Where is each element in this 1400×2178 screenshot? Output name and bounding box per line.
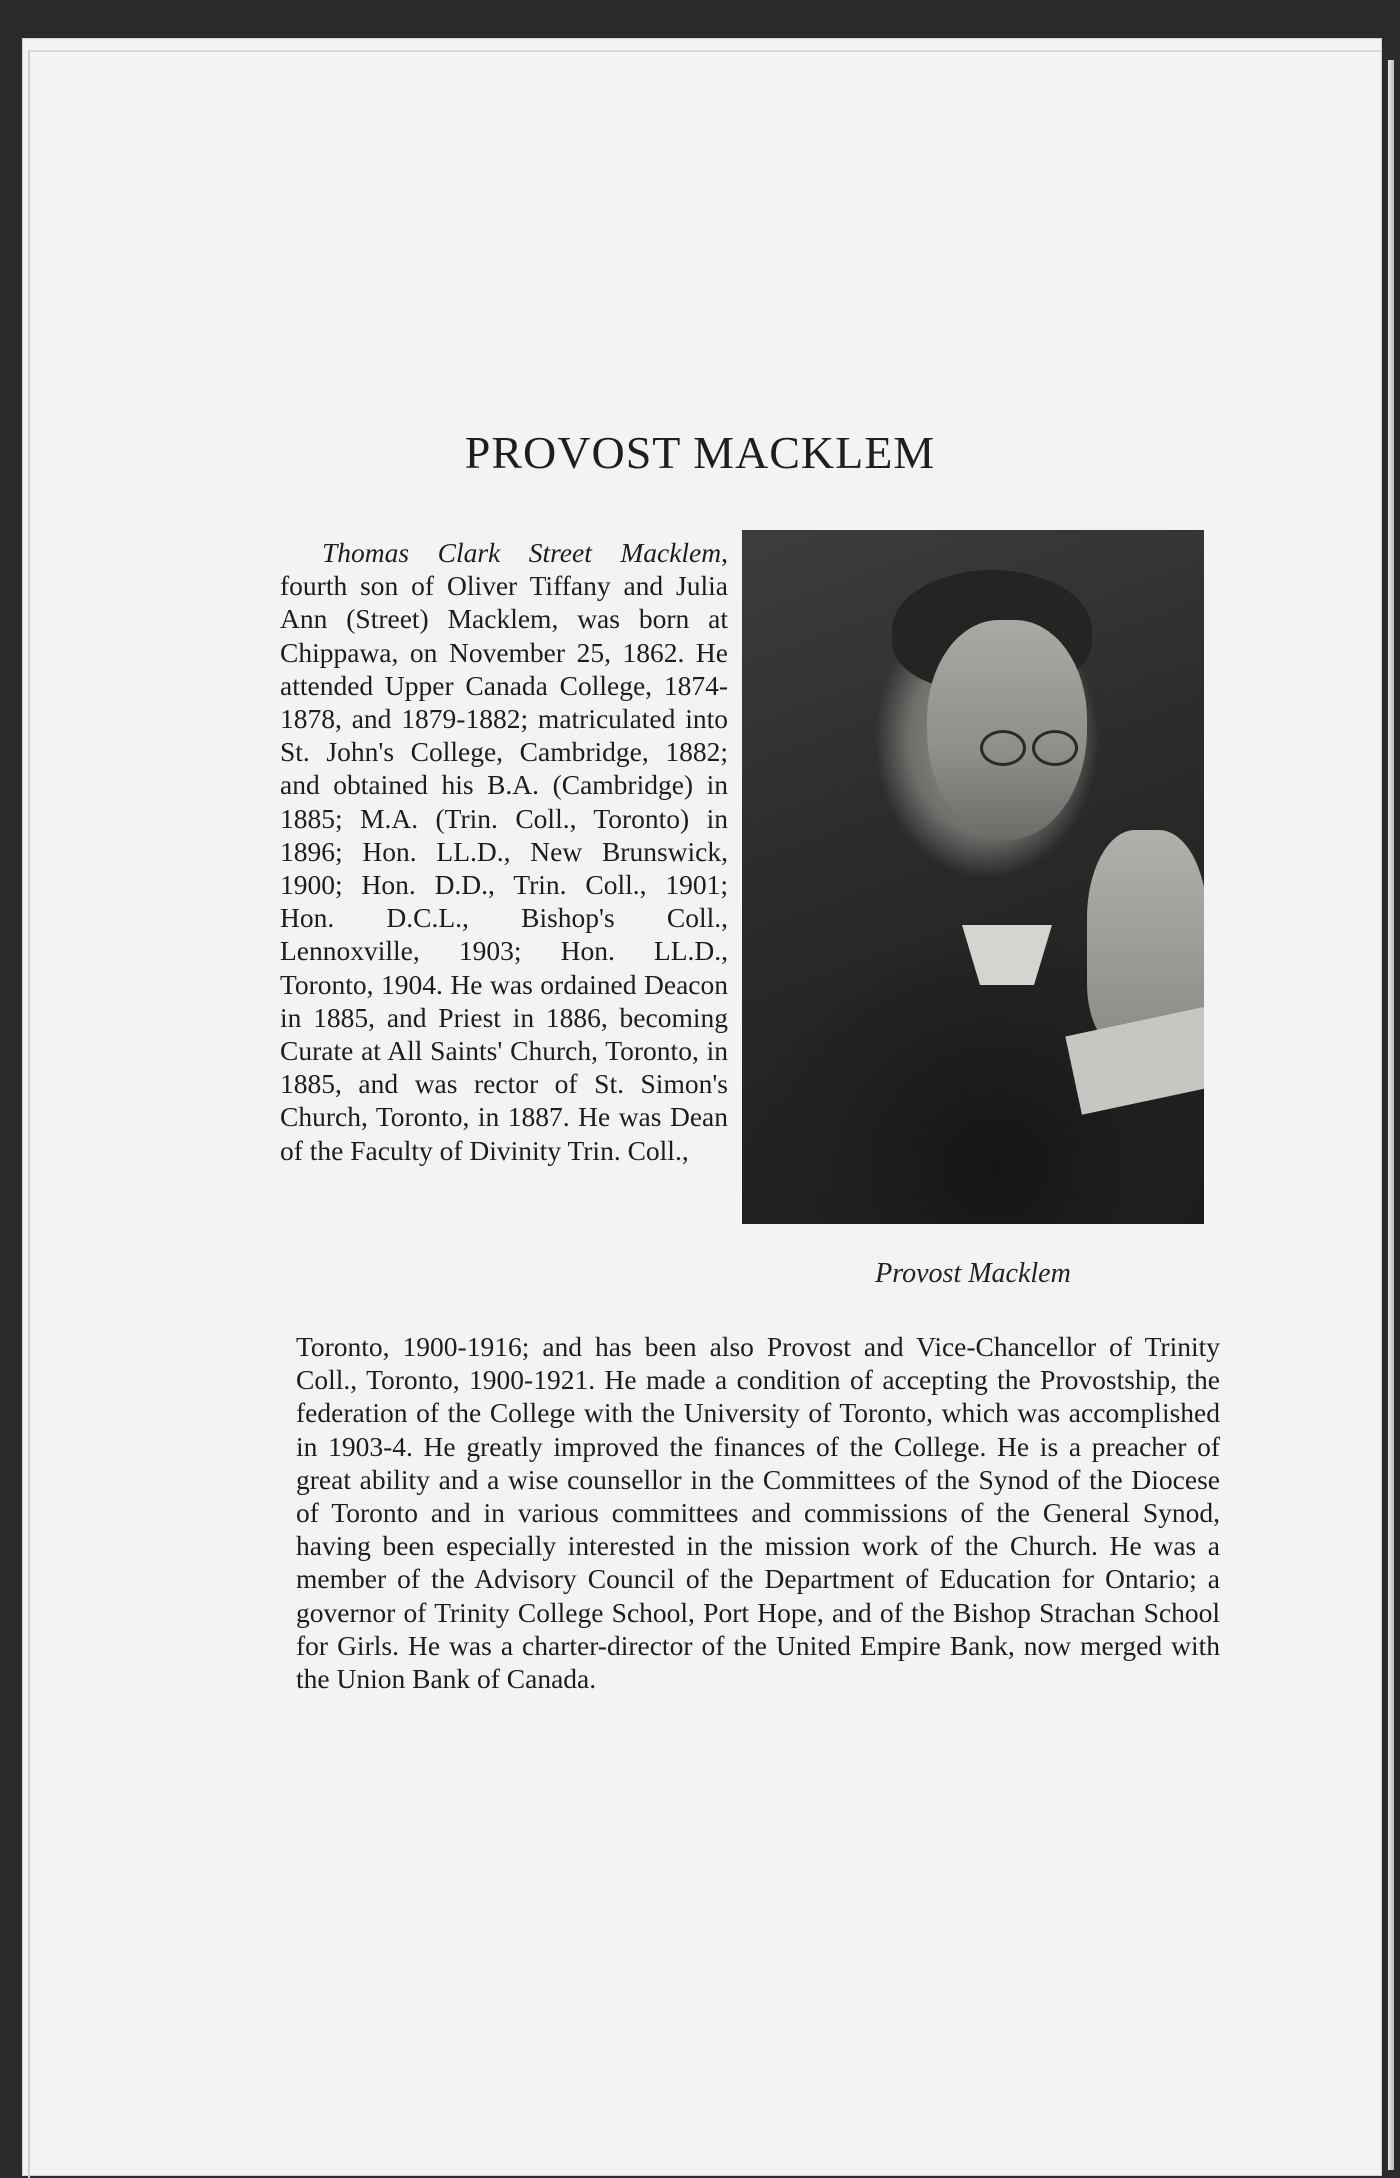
portrait-spectacles-left — [980, 730, 1026, 766]
provost-portrait-photo — [742, 530, 1204, 1224]
photo-caption: Provost Macklem — [875, 1258, 1071, 1289]
body-column-text: , fourth son of Oliver Tiffany and Julia Ann (Street) Macklem, was born at Chippawa, on November 25, 1862. He attended Upper Canada College, 1874-1878, and 1879-1882; matriculated into St. John's College, Cambridge, 1882; and obtained his B.A. (Cambridge) in 1885; M.A. (Trin. Coll., Toronto) in 1896; Hon. LL.D., New Brunswick, 1900; Hon. D.D., Trin. Coll., 1901; Hon. D.C.L., Bishop's Coll., Lennoxville, 1903; Hon. LL.D., Toronto, 1904. He was ordained Deacon in 1885, and Priest in 1886, becoming Curate at All Saints' Church, Toronto, in 1885, and was rector of St. Simon's Church, Toronto, in 1887. He was Dean of the Faculty of Divinity Trin. Coll., — [280, 537, 728, 1166]
portrait-collar — [962, 925, 1052, 985]
subject-name: Thomas Clark Street Macklem — [322, 537, 722, 568]
portrait-spectacles-right — [1032, 730, 1078, 766]
portrait-cuff — [1065, 1005, 1204, 1114]
page-right-edge — [1388, 60, 1394, 2170]
page-title: PROVOST MACKLEM — [464, 427, 936, 478]
body-text-full-width: Toronto, 1900-1916; and has been also Provost and Vice-Chancellor of Trinity Coll., Toronto, 1900-1921. He made a condition of accepting the Provostship, the federation of the College with the University of Toronto, which was accomplished in 1903-4. He greatly improved the finances of the College. He is a preacher of great ability and a wise counsellor in the Committees of the Synod of the Diocese of Toronto and in various committees and commissions of the General Synod, having been especially interested in the mission work of the Church. He was a member of the Advisory Council of the Department of Education for Ontario; a governor of Trinity College School, Port Hope, and of the Bishop Strachan School for Girls. He was a charter-director of the United Empire Bank, now merged with the Union Bank of Canada. — [296, 1331, 1220, 1695]
body-text-column — [280, 536, 728, 1167]
